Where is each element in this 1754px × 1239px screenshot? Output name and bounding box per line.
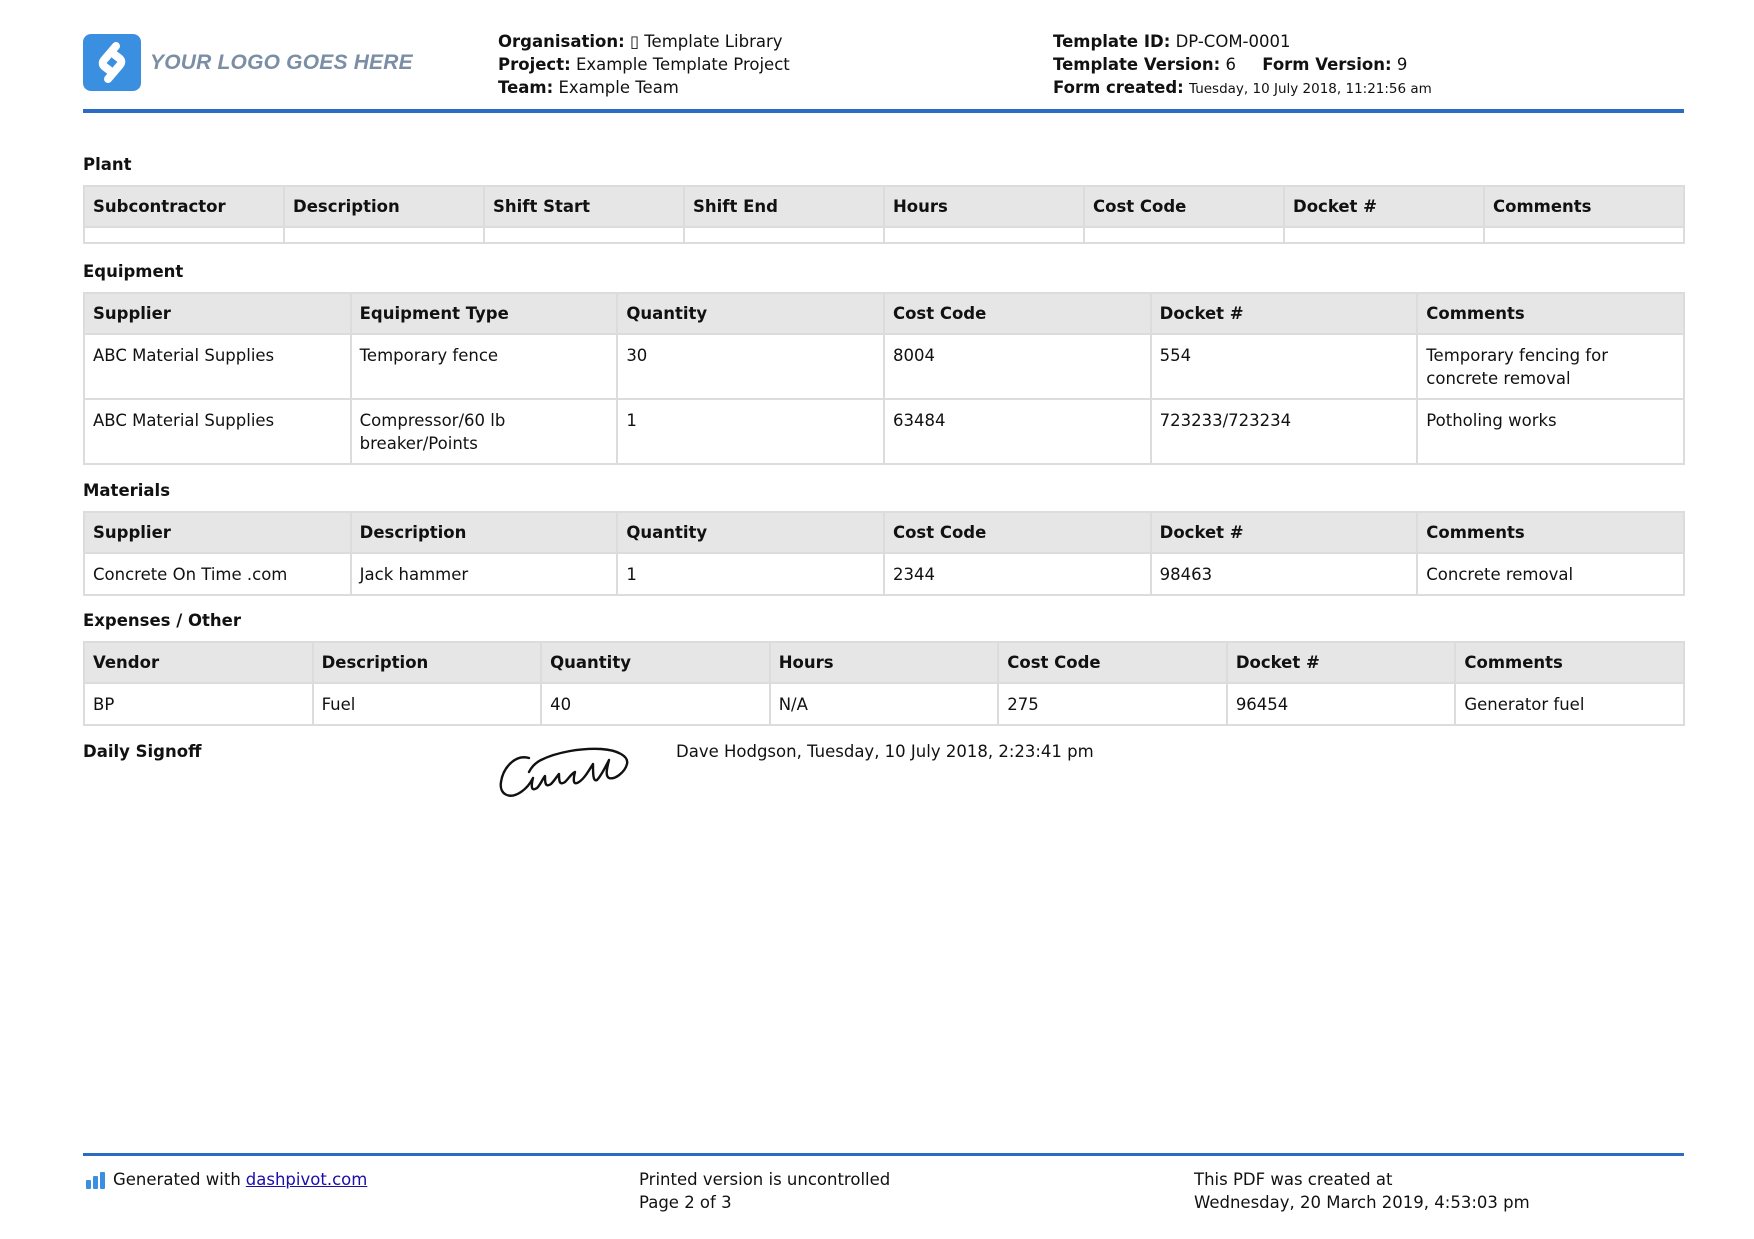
template-version-value: 6 [1225, 55, 1236, 74]
column-header: Comments [1417, 293, 1684, 334]
table-row [84, 227, 1684, 243]
column-header: Vendor [84, 642, 313, 683]
signoff-details: Dave Hodgson, Tuesday, 10 July 2018, 2:23:41 pm [676, 742, 1094, 761]
table-cell: 8004 [884, 334, 1151, 399]
form-version-value: 9 [1396, 55, 1408, 74]
table-header-row [84, 293, 1684, 334]
pdf-created-label: This PDF was created at [1194, 1170, 1393, 1189]
form-created-value: Tuesday, 10 July 2018, 11:21:56 am [1189, 81, 1432, 97]
team-label: Team: [498, 78, 554, 97]
table-row [84, 683, 1684, 725]
logo-text: YOUR LOGO GOES HERE [150, 50, 413, 74]
dashpivot-bars-icon [86, 1171, 105, 1189]
uncontrolled-notice: Printed version is uncontrolled [639, 1170, 891, 1189]
column-header: Docket # [1227, 642, 1456, 683]
column-header: Cost Code [884, 512, 1151, 553]
column-header: Subcontractor [84, 186, 284, 227]
generated-prefix: Generated with [113, 1170, 241, 1189]
table-cell: 40 [541, 683, 770, 725]
section-title-materials: Materials [83, 481, 171, 500]
table-header-row [84, 642, 1684, 683]
table-cell: 30 [617, 334, 884, 399]
footer-created-info [1194, 1168, 1530, 1214]
table-cell: 275 [998, 683, 1227, 725]
column-header: Shift Start [484, 186, 684, 227]
section-title-plant: Plant [83, 155, 132, 174]
table-cell: BP [84, 683, 313, 725]
header-org-block [498, 30, 790, 99]
table-cell: Temporary fence [351, 334, 618, 399]
column-header: Description [351, 512, 618, 553]
pdf-created-date: Wednesday, 20 March 2019, 4:53:03 pm [1194, 1193, 1530, 1212]
column-header: Comments [1417, 512, 1684, 553]
table-cell [684, 227, 884, 243]
column-header: Comments [1455, 642, 1684, 683]
column-header: Description [284, 186, 484, 227]
form-version-label: Form Version: [1262, 55, 1392, 74]
form-created-label: Form created: [1053, 78, 1184, 97]
table-cell: 96454 [1227, 683, 1456, 725]
column-header: Shift End [684, 186, 884, 227]
column-header: Equipment Type [351, 293, 618, 334]
header-divider [83, 109, 1684, 113]
footer-generated [86, 1168, 367, 1191]
table-cell [284, 227, 484, 243]
table-cell: Fuel [313, 683, 542, 725]
table-cell: 1 [617, 553, 884, 595]
column-header: Docket # [1284, 186, 1484, 227]
column-header: Docket # [1151, 512, 1418, 553]
table-cell: Generator fuel [1455, 683, 1684, 725]
table-cell: Concrete removal [1417, 553, 1684, 595]
page-number: Page 2 of 3 [639, 1193, 732, 1212]
table-cell: N/A [770, 683, 999, 725]
table-cell [84, 227, 284, 243]
project-value: Example Template Project [575, 55, 790, 74]
table-cell: 1 [617, 399, 884, 464]
table-row [84, 399, 1684, 464]
footer-print-info [639, 1168, 890, 1214]
table-cell: 2344 [884, 553, 1151, 595]
column-header: Cost Code [998, 642, 1227, 683]
column-header: Quantity [541, 642, 770, 683]
team-value: Example Team [558, 78, 679, 97]
column-header: Quantity [617, 512, 884, 553]
table-cell: Compressor/60 lb breaker/Points [351, 399, 618, 464]
table-header-row [84, 512, 1684, 553]
table-cell: Temporary fencing for concrete removal [1417, 334, 1684, 399]
table-cell [1284, 227, 1484, 243]
section-title-equipment: Equipment [83, 262, 184, 281]
table-cell [1484, 227, 1684, 243]
column-header: Docket # [1151, 293, 1418, 334]
dashpivot-link[interactable]: dashpivot.com [245, 1170, 368, 1189]
plant-table [83, 185, 1685, 244]
column-header: Description [313, 642, 542, 683]
column-header: Cost Code [1084, 186, 1284, 227]
organisation-label: Organisation: [498, 32, 625, 51]
organisation-value: ▯ Template Library [629, 32, 783, 51]
document-header [83, 30, 1683, 114]
table-row [84, 553, 1684, 595]
column-header: Quantity [617, 293, 884, 334]
table-cell: ABC Material Supplies [84, 334, 351, 399]
equipment-table [83, 292, 1685, 465]
table-cell: 723233/723234 [1151, 399, 1418, 464]
table-header-row [84, 186, 1684, 227]
column-header: Cost Code [884, 293, 1151, 334]
section-title-expenses: Expenses / Other [83, 611, 241, 630]
table-cell: 63484 [884, 399, 1151, 464]
column-header: Hours [884, 186, 1084, 227]
table-cell: 554 [1151, 334, 1418, 399]
table-cell: Concrete On Time .com [84, 553, 351, 595]
footer-divider [83, 1153, 1684, 1156]
template-id-value: DP-COM-0001 [1175, 32, 1291, 51]
table-row [84, 334, 1684, 399]
column-header: Supplier [84, 293, 351, 334]
table-cell [884, 227, 1084, 243]
table-cell: Jack hammer [351, 553, 618, 595]
materials-table [83, 511, 1685, 596]
column-header: Comments [1484, 186, 1684, 227]
table-cell [484, 227, 684, 243]
signature-image [497, 746, 631, 806]
logo [83, 34, 413, 91]
daily-signoff-label: Daily Signoff [83, 742, 202, 761]
table-cell: 98463 [1151, 553, 1418, 595]
column-header: Hours [770, 642, 999, 683]
table-cell [1084, 227, 1284, 243]
table-cell: ABC Material Supplies [84, 399, 351, 464]
column-header: Supplier [84, 512, 351, 553]
project-label: Project: [498, 55, 571, 74]
expenses-table [83, 641, 1685, 726]
template-id-label: Template ID: [1053, 32, 1171, 51]
template-version-label: Template Version: [1053, 55, 1221, 74]
table-cell: Potholing works [1417, 399, 1684, 464]
header-template-block [1053, 30, 1432, 101]
logo-mark-icon [83, 34, 141, 91]
